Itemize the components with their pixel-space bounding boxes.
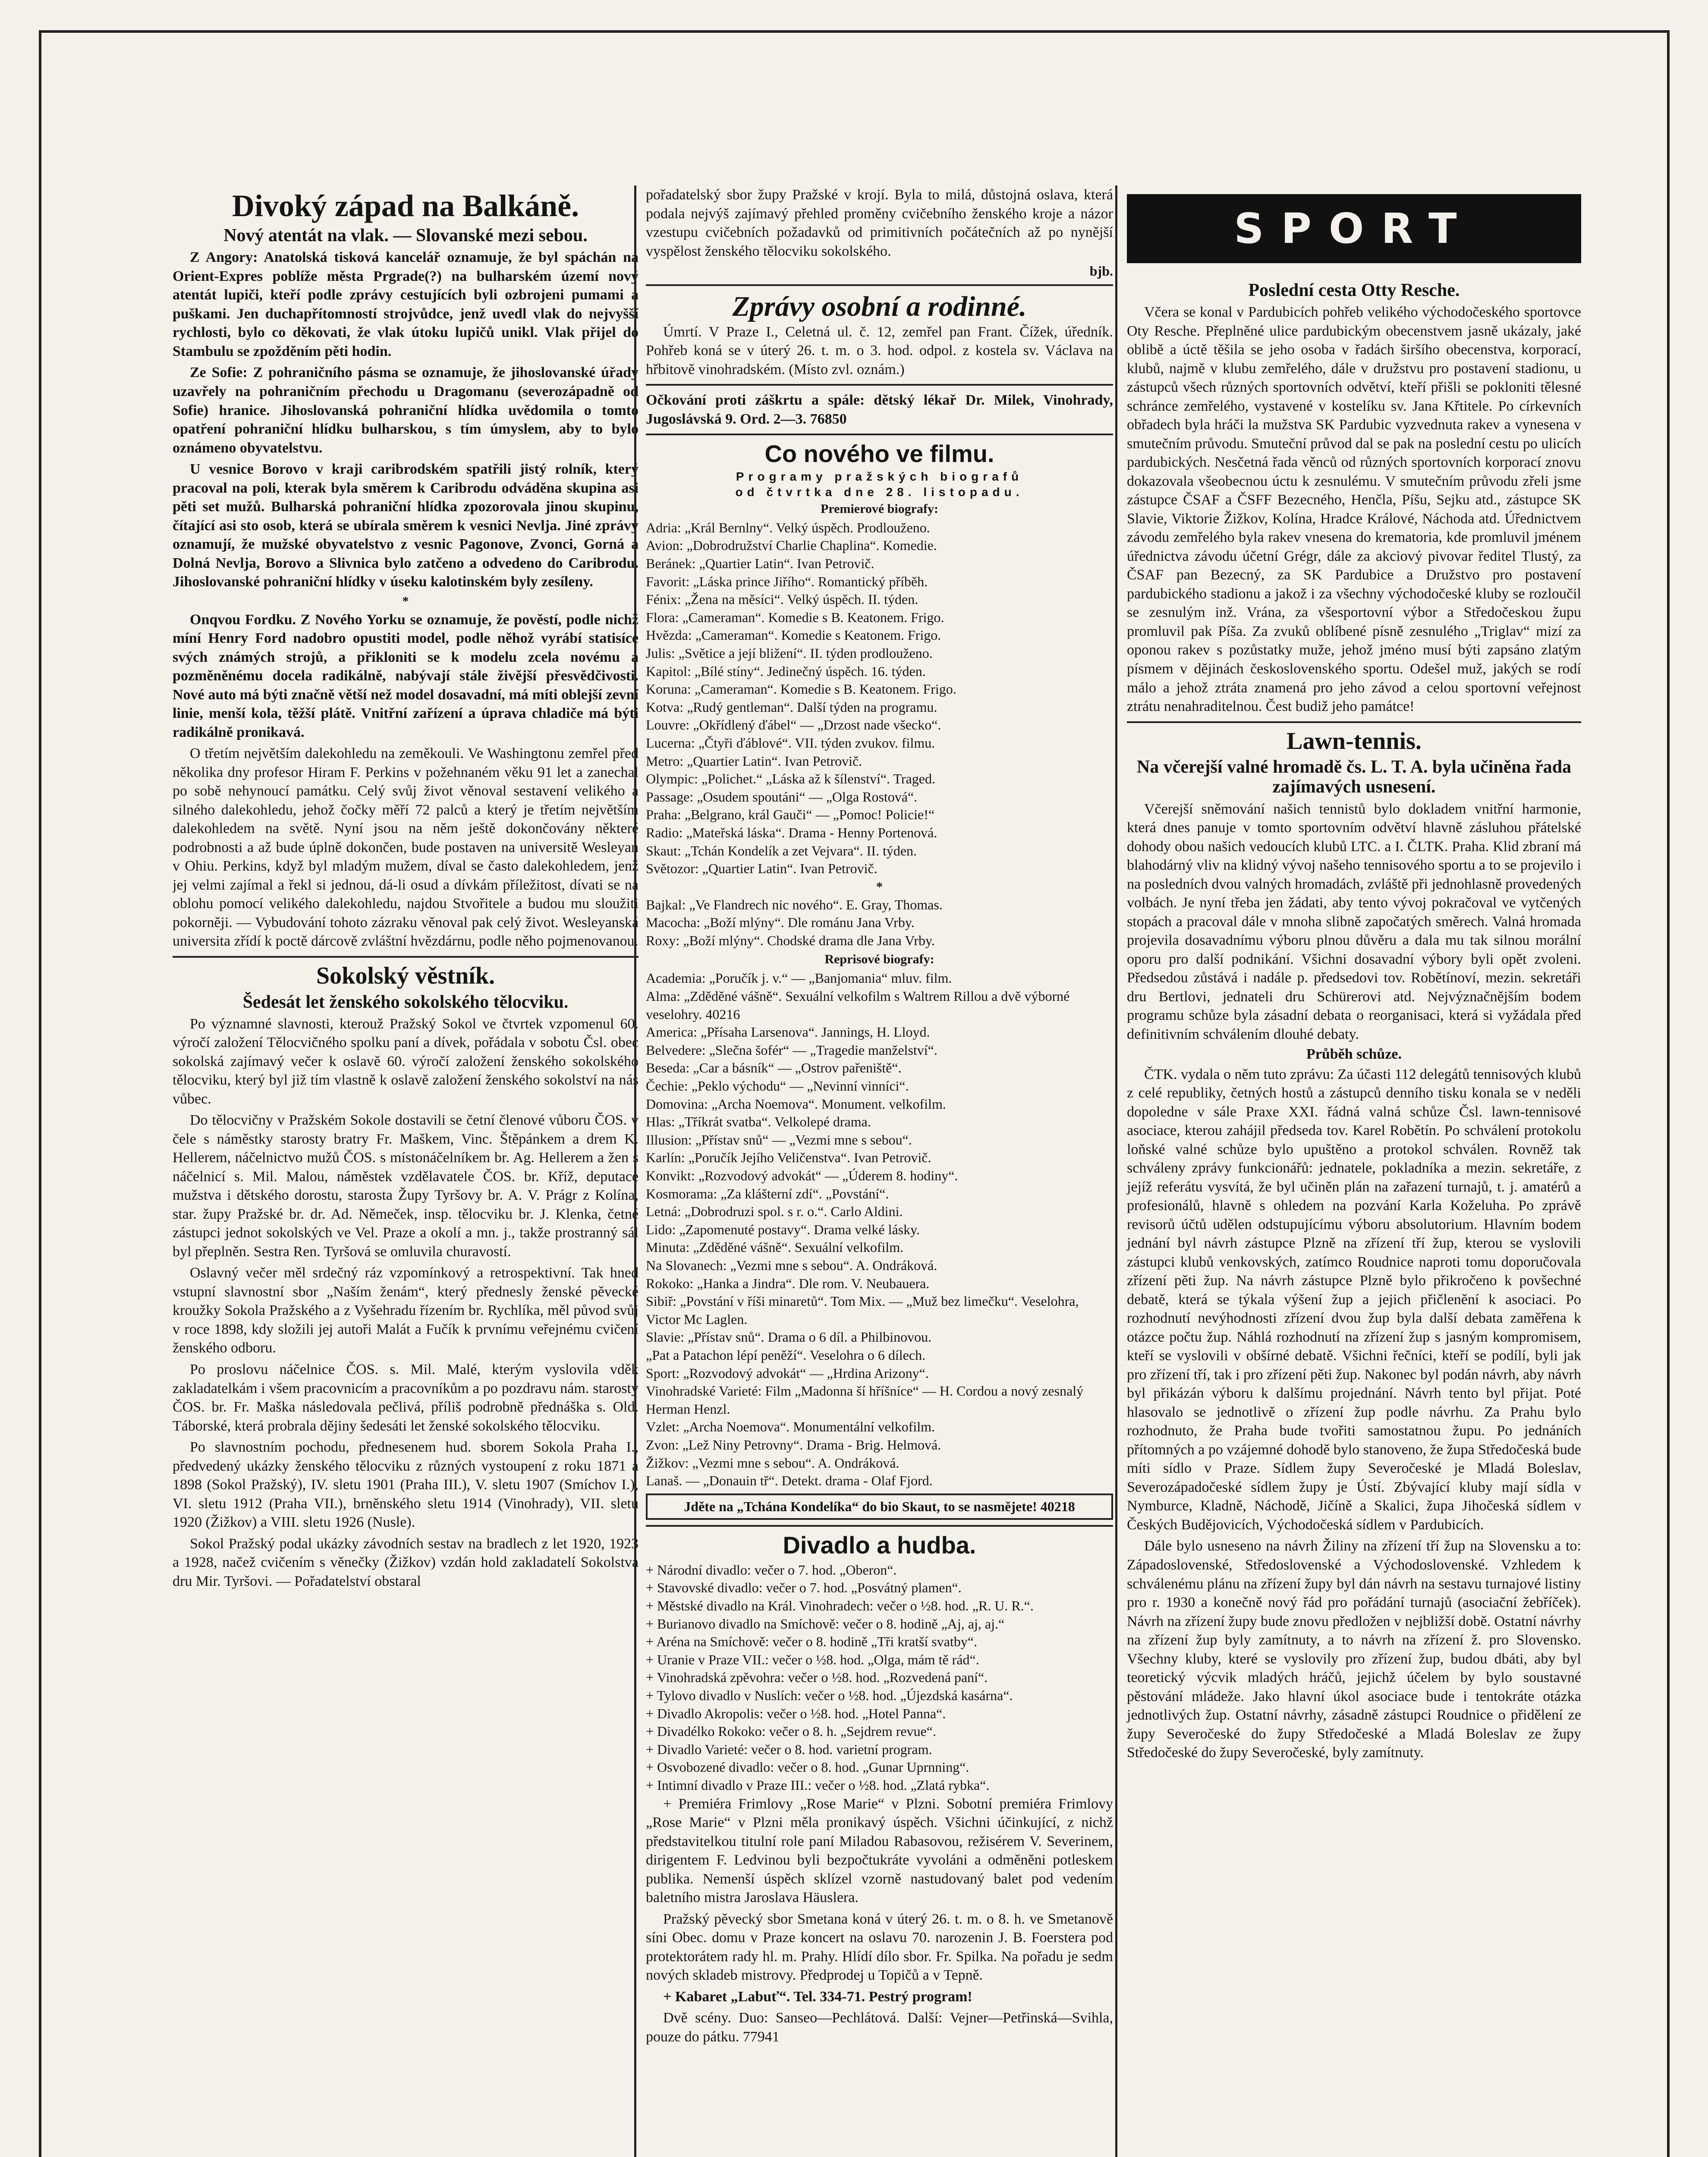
- subheadline-balkan: Nový atentát na vlak. — Slovanské mezi sebou.: [223, 226, 588, 246]
- list-item: Slavie: „Přístav snů“. Drama o 6 díl. a Philbinovou.: [646, 1329, 932, 1345]
- section-divider-star: *: [876, 879, 883, 894]
- divider: [646, 434, 1113, 435]
- column-right: [1115, 186, 1581, 2157]
- headline-resch: Poslední cesta Otty Resche.: [1248, 280, 1460, 300]
- list-item: Žižkov: „Vezmi mne s sebou“. A. Ondráková.: [646, 1455, 900, 1471]
- list-item: + Aréna na Smíchově: večer o 8. hodině „Tři kratší svatby“.: [646, 1634, 978, 1650]
- article-ford: Onqvou Fordku. Z Nového Yorku se oznamuje, že pověstí, podle nichž míní Henry Ford nadobro opustiti model, podle něhož vyrábí statisíce svých známých strojů, a přikloniti se k modelu zcela novému a pozměněnému docela radikálně, nabývají stále živější přesvědčivosti. Nové auto má býti značně větší než model dosavadní, má míti oblejší zevní linie, menší kola, těžší plátě. Vnitřní zařízení a úprava chladiče má býti radikálně pronikavá.: [173, 611, 639, 740]
- article-paragraph: Dále bylo usneseno na návrh Žiliny na zřízení tří žup na Slovensku a to: Západoslovenské, Středoslovenské a Východoslovenské. Vzhledem k schválenému plánu na zřízení župy byl dán návrh na sestavu turnajové listiny pro r. 1930 a konečně nový řád pro pořádání turnajů (asociační žebříček). Návrh na zřízení župy bude znovu předložen v nejbližší době. Ostatní návrhy na zřízení žup byly zamítnuty, a to návrh na zřízení ž. pro Slovensko. Všechny kluby, které se vyslovily pro zřízení žup, budou dbáti, aby byl teoretický výcvik mladých hráčů, jejichž účelem by bylo soustavné pěstování mládeže. Jako hlavní úkol asociace bude i tentokráte otázka jednotlivých žup. Ostatní návrhy, zásadně zástupci Roudnice o přidělení ze župy Severočeské do župy Středočeské a Mladá Boleslav ze župy Středočeské do župy Severočeské, byly zamítnuty.: [1127, 1538, 1581, 1761]
- list-item: Světozor: „Quartier Latin“. Ivan Petrovič.: [646, 861, 878, 877]
- list-item: Karlín: „Poručík Jejího Veličenstva“. Ivan Petrovič.: [646, 1150, 931, 1166]
- article-paragraph: Oslavný večer měl srdečný ráz vzpomínkový a retrospektivní. Tak hned vstupní slavnostní sbor „Naším ženám“, který přednesly ženské pěvecké kroužky Sokola Pražského a z Vyšehradu řízením br. Rychlíka, měl původ svůj v roce 1898, kdy složili jej autoři Malát a Fučík k prvnímu veřejnému cvičení ženského odboru.: [173, 1265, 639, 1356]
- column-middle: [634, 186, 1113, 2157]
- headline-personal-news: Zprávy osobní a rodinné.: [732, 291, 1027, 323]
- article-continuation: pořadatelský sbor župy Pražské v krojí. Byla to milá, důstojná oslava, která podala nejvýš zajímavý přehled proměny cvičebního ženského kroje a názor vzestupu cvičebních požadavků od primitivních počátečních až po nynější vyspělost ženského tělocviku sokolského.: [646, 187, 1113, 259]
- article-paragraph: Po proslovu náčelnice ČOS. s. Mil. Malé, kterým vyslovila vděk zakladatelkám i všem pracovnicím a pracovníkům a po pozdravu nám. starosty ČOS. br. Fr. Maška následovala pečlivá, příliš podrobně přednáška s. Old. Táborské, která probrala dějiny šedesáti let ženské sokolského tělocviku.: [173, 1361, 639, 1434]
- list-item: Domovina: „Archa Noemova“. Monument. velkofilm.: [646, 1096, 946, 1112]
- list-item: Kosmorama: „Za klášterní zdí“. „Povstání“.: [646, 1185, 889, 1201]
- film-subheading: Programy pražských biografů: [736, 469, 1023, 483]
- skaut-advert-text: Jděte na „Tchána Kondelíka“ do bio Skaut, to se nasmějete! 40218: [684, 1498, 1075, 1514]
- reprise-cinema-list: [646, 969, 1113, 1490]
- list-item: Favorit: „Láska prince Jiřího“. Romantický příběh.: [646, 573, 928, 589]
- section-divider-star: *: [402, 594, 409, 608]
- list-item: + Stavovské divadlo: večer o 7. hod. „Posvátný plamen“.: [646, 1580, 962, 1596]
- list-item: Julis: „Světice a její bližení“. II. týden prodlouženo.: [646, 645, 933, 661]
- list-item: Louvre: „Okřídlený ďábel“ — „Drzost nade všecko“.: [646, 717, 941, 733]
- list-item: Kotva: „Rudý gentleman“. Další týden na programu.: [646, 699, 937, 715]
- list-item: Lido: „Zapomenuté postavy“. Drama velké lásky.: [646, 1221, 920, 1237]
- subheading-meeting: Průběh schůze.: [1306, 1046, 1402, 1063]
- article-telescope: O třetím největším dalekohledu na zeměkouli. Ve Washingtonu zemřel před několika dny profesor Hiram F. Perkins v požehnaném věku 91 let a zanechal po sobě nehynoucí památku. Celý svůj život věnoval sestavení velikého a silného dalekohledu, jehož čočky měří 72 palců a který je třetím největším dalekohledem na světě. Nyní jsou na něm ještě dokončovány některé podrobnosti a až bude úplně dokončen, bude postaven na universitě Wesleyan v Ohiu. Perkins, když byl mladým mužem, díval se často dalekohledem, jenž jej velmi zajímal a řekl si jednou, dá-li osud a dívkám příležitost, dívati se na oblohu pomocí velikého dalekohledu, najdou Stvořitele a budou mu sloužiti pokorněji. — Vybudování tohoto zázraku věnoval pak celý život. Wesleyanská universita zřídí k poctě dárcově zvláštní hvězdárnu, podle něho pojmenovanou.: [173, 745, 639, 950]
- list-item: Fénix: „Žena na měsíci“. Velký úspěch. II. týden.: [646, 591, 918, 607]
- list-item: Čechie: „Peklo východu“ — „Nevinní vinníci“.: [646, 1078, 909, 1094]
- headline-film: Co nového ve filmu.: [764, 440, 994, 468]
- cinema-list-extra: [646, 896, 1113, 950]
- list-item: Kapitol: „Bílé stíny“. Jedinečný úspěch. 16. týden.: [646, 663, 926, 679]
- list-item: Konvikt: „Rozvodový advokát“ — „Úderem 8. hodiny“.: [646, 1168, 958, 1184]
- article-paragraph: Ze Sofie: Z pohraničního pásma se oznamuje, že jihoslovanské úřady uzavřely na pohraničním přechodu u Dragomanu (severozápadně od Sofie) hranice. Jihoslovanská pohraniční hlídka uvědomila o tomto opatření pohraniční hlídku bulharskou, s tím úmyslem, aby to bylo oznámeno obyvatelstvu.: [173, 365, 639, 456]
- article-paragraph: ČTK. vydala o něm tuto zprávu: Za účasti 112 delegátů tennisových klubů z celé republiky, četných hostů a zástupců denního tisku konala se v neděli dopoledne v sále Praxe XXI. řádná valná schůze Čsl. lawn-tennisové asociace, kterou zahájil předseda tov. Karel Robětín. Po schválení protokolu loňské valné schůze bylo upuštěno a protokol schválen. Rovněž tak schváleny zprávy funkcionářů: jednatele, pokladníka a mezin. sekretáře, z jejíž referátu vysvítá, že byl učiněn plán na zařazení turnajů, t. j. amatérů a profesionálů, hlavně s ohledem na pozvání Karla Koželuha. Po zprávě revisorů účtů udělen odstupujícímu výboru absolutorium. Hlavním bodem jednání byl návrh zástupce Plzně na zřízení tří žup, kterou se vyslovili zástupci klubů venkovských, zatímco Roudnice naproti tomu doporučovala zřízení pěti žup. Na návrh zástupce Plzně bylo přikročeno k povšechné debatě, která se týkala výšení žup a jejich přičlenění k asociaci. Po rozhodnutí nevýhodnosti zřízení dvou žup byla další debata zaměřena k otázce počtu žup. Náhlá rozhodnutí na zřízení žup s jasným kompromisem, kteří se vyslovili v obšírné debatě. Všichni řečníci, kteří se podílí, byli jak pro zřízení tří, tak i pro zřízení pěti žup. Nakonec byl podán návrh, aby návrh byl přikázán výboru k dalšímu projednání. Návrh tento byl přijat. Poté hlasovalo se jednotlivě o zřízení žup podle návrhu. Za Prahu bylo rozhodnuto, že Praha bude tvořiti samostatnou župu. Po jednáních přítomných a po vzájemné dohodě bylo stanoveno, že župa Středočeská bude míti sídlo v Praze. Sídlem župy Severočeské je Mladá Boleslav, Severozápadočeské sídlem župy je Ústí. Zbývající kluby mají sídla v Nymburce, Kladně, Náchodě, Jičíně a Skalici, župa Jihočeská sídlem v Českých Budějovicích, Východočeská sídlem v Pardubicích.: [1127, 1066, 1581, 1533]
- article-paragraph: Včerejší sněmování našich tennistů bylo dokladem vnitřní harmonie, která dnes panuje v tomto sportovním odvětví hlavně zásluhou přátelské dohody obou našich vedoucích klubů LTC. a I. ČLTK. Praha. Klid zbraní má blahodárný vliv na klidný vývoj našeho tennisového sportu a to se projevilo i na posledních dvou valných hromadách, zvláště při jednohlasně provedených volbách. Je nyní třeba jen žádati, aby tento vývoj pokračoval ve vytčených stopách a pracoval dále v mnoha slibně započatých směrech. Valná hromada projevila dosavadnímu výboru plnou důvěru a dala mu tak silnou morální oporu pro další podnikání. Všichni dosavadní výbory byli opět zvoleni. Předsedou zůstává i nadále p. předsedovi tov. Robětínoví, mezin. sekretáři dru Bertlovi, jednateli dru Schürerovi atd. Nejvýznačnějším bodem programu schůze byla zásadní debata o reorganisaci, která si vyžádala před definitivním schválením dlouhé debaty.: [1127, 801, 1581, 1042]
- list-item: + Divadélko Rokoko: večer o 8. h. „Sejdrem revue“.: [646, 1723, 936, 1739]
- film-subheading-date: od čtvrtka dne 28. listopadu.: [735, 485, 1024, 499]
- article-concert: Pražský pěvecký sbor Smetana koná v úterý 26. t. m. o 8. h. ve Smetanově síni Obec. domu v Praze koncert na oslavu 70. narozenin J. B. Foerstera pod protektorátem rady hl. m. Prahy. Hlídí dílo sbor. Fr. Spilka. Na pořadu je sedm nových skladeb mistrovy. Předprodej u Topičů a v Tepně.: [646, 1911, 1113, 1984]
- divider: [646, 1525, 1113, 1527]
- headline-balkan: Divoký západ na Balkáně.: [232, 189, 579, 223]
- list-item: Academia: „Poručík j. v.“ — „Banjomania“ mluv. film.: [646, 970, 952, 986]
- divider: [1127, 721, 1581, 723]
- list-item: America: „Přísaha Larsenova“. Jannings, H. Lloyd.: [646, 1024, 930, 1040]
- obituary-notice: Úmrtí. V Praze I., Celetná ul. č. 12, zemřel pan Frant. Čížek, úředník. Pohřeb koná se v úterý 26. t. m. o 3. hod. odpol. z kostela sv. Václava na hřbitově vinohradském. (Místo zvl. oznám.): [646, 324, 1113, 377]
- list-item: + Vinohradská zpěvohra: večer o ½8. hod. „Rozvedená paní“.: [646, 1670, 988, 1685]
- list-item: Roxy: „Boží mlýny“. Chodské drama dle Jana Vrby.: [646, 932, 935, 948]
- subheadline-sokol: Šedesát let ženského sokolského tělocviku.: [242, 992, 569, 1012]
- list-item: + Intimní divadlo v Praze III.: večer o ½8. hod. „Zlatá rybka“.: [646, 1777, 990, 1793]
- list-item: Adria: „Král Bernlny“. Velký úspěch. Prodlouženo.: [646, 519, 930, 535]
- headline-theatre: Divadlo a hudba.: [783, 1531, 976, 1559]
- divider: [646, 284, 1113, 286]
- headline-lawn-tennis: Lawn-tennis.: [1287, 727, 1422, 755]
- column-left: [173, 186, 639, 2157]
- list-item: Metro: „Quartier Latin“. Ivan Petrovič.: [646, 753, 862, 769]
- divider: [646, 384, 1113, 386]
- list-item: Sport: „Rozvodový advokát“ — „Hrdina Arizony“.: [646, 1365, 929, 1381]
- list-item: + Osvobozené divadlo: večer o 8. hod. „Gunar Uprnning“.: [646, 1759, 969, 1775]
- headline-sokol: Sokolský věstník.: [316, 962, 495, 989]
- list-item: Beseda: „Car a básník“ — „Ostrov pařeniště“.: [646, 1060, 902, 1076]
- list-item: Praha: „Belgrano, král Gauči“ — „Pomoc! Policie!“: [646, 807, 935, 823]
- list-item: + Městské divadlo na Král. Vinohradech: večer o ½8. hod. „R. U. R.“.: [646, 1598, 1034, 1614]
- list-item: + Divadlo Varieté: večer o 8. hod. varietní program.: [646, 1741, 932, 1757]
- list-item: + Tylovo divadlo v Nuslích: večer o ½8. hod. „Újezdská kasárna“.: [646, 1688, 1013, 1704]
- list-item: „Pat a Patachon lépí peněží“. Veselohra o 6 dílech.: [646, 1347, 926, 1363]
- list-item: Lucerna: „Čtyři ďáblové“. VII. týden zvukov. filmu.: [646, 735, 935, 751]
- list-item: + Divadlo Akropolis: večer o ½8. hod. „Hotel Panna“.: [646, 1705, 946, 1721]
- list-item: + Burianovo divadlo na Smíchově: večer o 8. hodině „Aj, aj, aj.“: [646, 1616, 1005, 1632]
- scene-advert: Dvě scény. Duo: Sanseo—Pechlátová. Další: Vejner—Petřinská—Svihla, pouze do pátku. 77941: [646, 2010, 1113, 2045]
- subheadline-tennis: Na včerejší valné hromadě čs. L. T. A. byla učiněna řada zajímavých usnesení.: [1136, 757, 1572, 797]
- list-item: Koruna: „Cameraman“. Komedie s B. Keatonem. Frigo.: [646, 681, 956, 697]
- list-item: Rokoko: „Hanka a Jindra“. Dle rom. V. Neubauera.: [646, 1275, 930, 1291]
- list-item: Radio: „Mateřská láska“. Drama - Henny Portenová.: [646, 824, 937, 840]
- article-paragraph: Sokol Pražský podal ukázky závodních sestav na bradlech z let 1920, 1923 a 1928, načež cvičením s věnečky (Žižkov) vzdán hold zakladatelí Sokolstva dru Mir. Tyršovi. — Pořadatelství obstaral: [173, 1535, 639, 1589]
- article-paragraph: Po významné slavnosti, kterouž Pražský Sokol ve čtvrtek vzpomenul 60. výročí založení Tělocvičného spolku paní a dívek, pořádala v sobotu Čsl. obec sokolská zajímavý večer k oslavě 60. výročí založení ženského sokolského tělocviku, který byl již tím vlastně k oslavě založení ženského sokolství na nás vůbec.: [173, 1016, 639, 1107]
- list-item: Letná: „Dobrodruzi spol. s r. o.“. Carlo Aldini.: [646, 1204, 903, 1220]
- list-item: Olympic: „Polichet.“ „Láska až k šílenství“. Traged.: [646, 771, 935, 787]
- list-item: Skaut: „Tchán Kondelík a zet Vejvara“. II. týden.: [646, 843, 917, 858]
- list-item: + Národní divadlo: večer o 7. hod. „Oberon“.: [646, 1562, 897, 1578]
- premier-heading: Premierové biografy:: [821, 501, 938, 516]
- list-item: Hlas: „Tříkrát svatba“. Velkolepé drama.: [646, 1114, 871, 1130]
- list-item: Na Slovanech: „Vezmi mne s sebou“. A. Ondráková.: [646, 1257, 937, 1273]
- premier-cinema-list: [646, 519, 1113, 878]
- list-item: Belvedere: „Slečna šofér“ — „Tragedie manželství“.: [646, 1042, 937, 1058]
- doctor-advert: Očkování proti záškrtu a spále: dětský lékař Dr. Milek, Vinohrady, Jugoslávská 9. Ord. 2—3. 76850: [646, 392, 1113, 427]
- list-item: Passage: „Osudem spoutáni“ — „Olga Rostová“.: [646, 789, 918, 805]
- list-item: Vinohradské Varieté: Film „Madonna ší hříšníce“ — H. Cordou a nový zesnalý Herman Henzl.: [646, 1383, 1084, 1417]
- article-signature: bjb.: [1089, 263, 1113, 279]
- list-item: Bajkal: „Ve Flandrech nic nového“. E. Gray, Thomas.: [646, 896, 943, 912]
- article-rose-marie: + Premiéra Frimlovy „Rose Marie“ v Plzni. Sobotní premiéra Frimlovy „Rose Marie“ v Plzni měla pronikavý úspěch. Všichni účinkující, z nichž představitelkou titulní role paní Miladou Rabasovou, režisérem V. Severinem, dirigentem F. Ledvinou byli bezpočtukráte vyvoláni a odměněni potleskem publika. Nemenší úspěch sklízel vzorně nastudovaný balet pod vedením baletního mistra Jaroslava Häuslera.: [646, 1795, 1113, 1906]
- list-item: Flora: „Cameraman“. Komedie s B. Keatonem. Frigo.: [646, 609, 944, 625]
- list-item: Minuta: „Zděděné vášně“. Sexuální velkofilm.: [646, 1239, 904, 1255]
- skaut-advert: [646, 1494, 1113, 1520]
- list-item: Zvon: „Lež Niny Petrovny“. Drama - Brig. Helmová.: [646, 1437, 941, 1453]
- list-item: Hvězda: „Cameraman“. Komedie s Keatonem. Frigo.: [646, 627, 941, 643]
- list-item: Sibiř: „Povstání v říši minaretů“. Tom Mix. — „Muž bez limečku“. Veselohra, Victor Mc Laglen.: [646, 1293, 1079, 1327]
- theatre-list: [646, 1561, 1113, 1795]
- article-paragraph: Po slavnostním pochodu, přednesenem hud. sborem Sokola Praha I., předvedený ukázky ženského tělocviku z různých vystoupení z roku 1871 a 1898 (Sokol Pražský), IV. sletu 1901 (Praha III.), V. sletu 1907 (Smíchov I.), VI. sletu 1912 (Praha VII.), brněnského sletu 1914 (Vinohrady), VII. sletu 1920 (Žižkov) a VIII. sletu 1926 (Nusle).: [173, 1439, 639, 1531]
- list-item: Macocha: „Boží mlýny“. Dle románu Jana Vrby.: [646, 915, 915, 931]
- article-paragraph: Do tělocvičny v Pražském Sokole dostavili se četní členové vůboru ČOS. v čele s náměstky starosty bratry Fr. Maškem, Vinc. Štěpánkem a drem K. Hellerem, náčelnictvo mužů ČOS. s místonáčelníkem br. Ag. Hellerem a žen s náčelnicí s. Mil. Malou, náměstek vzdělavatele ČOS. br. Kříž, deputace mužstva i dětského dorostu, starosta Župy Tyršovy br. A. V. Prágr z Kolína, star. župy Pražské br. dr. Ad. Němeček, insp. tělocviku br. J. Klenka, četné zástupci jednot sokolských ve Vel. Praze a okolí a mn. j., takže prostranný sál byl přeplněn. Sestra Ren. Tyršová se omluvila churavostí.: [173, 1112, 639, 1260]
- list-item: Lanaš. — „Donauin tř“. Detekt. drama - Olaf Fjord.: [646, 1473, 933, 1489]
- article-paragraph: U vesnice Borovo v kraji caribrodském spatřili jistý rolník, který pracoval na poli, kterak byla směrem k Caribrodu odváděna skupina asi pěti set mužů. Bulharská pohraniční hlídka zpozorovala jinou skupinu, čítající asi sto osob, která se ubírala směrem k vesnici Nevlja. Jiné zprávy oznamují, že mužské obyvatelstvo z vesnic Pagonove, Zvonci, Gorná a Dolná Nevlja, Borovo a Slivnica bylo zatčeno a odvedeno do Caribrodu. Jihoslovanské pohraniční hlídky v úseku kalotinském byly zesíleny.: [173, 461, 639, 590]
- list-item: + Uranie v Praze VII.: večer o ½8. hod. „Olga, mám tě rád“.: [646, 1651, 979, 1667]
- reprise-heading: Reprisové biografy:: [824, 952, 934, 967]
- list-item: Vzlet: „Archa Noemova“. Monumentální velkofilm.: [646, 1419, 935, 1435]
- list-item: Avion: „Dobrodružství Charlie Chaplina“. Komedie.: [646, 538, 937, 553]
- list-item: Illusion: „Přístav snů“ — „Vezmi mne s sebou“.: [646, 1132, 912, 1148]
- sport-banner: SPORT: [1127, 194, 1581, 263]
- article-paragraph: Z Angory: Anatolská tisková kancelář oznamuje, že byl spáchán na Orient-Expres poblíže města Prgrade(?) na bulharském území nový atentát lupiči, kteří podle zprávy cestujících byli ozbrojeni pumami a puškami. Jen duchapřítomností strojvůdce, jenž uvedl vlak do nejvyšší rychlosti, bylo co děkovati, že vlak útoku lupičů unikl. Vlak přijel do Stambulu se zpožděním pěti hodin.: [173, 249, 639, 359]
- article-paragraph: Včera se konal v Pardubicích pohřeb velikého východočeského sportovce Oty Resche. Přeplněné ulice pardubickým obecenstvem jasně ukázaly, jaké oblibě a úctě těšila se jeho osoba v řadách širšího obecenstva, korporací, klubů, najmě v klubu zemřelého, dále v družstvu pro postavení stadionu, u zástupců všech různých sportovních odvětví, kteří přišli se pokloniti tělesné schránce zemřelého, vystavené v kostelíku sv. Jana Křtitele. Po církevních obřadech byla hráči la mužstva SK Pardubic vyzvednuta rakev a vynesena v smutečním průvodu. Smuteční průvod dal se pak na poslední cestu po ulicích pardubických. Nesčetná řada věnců od různých sportovních korporací znovu dokazovala všeobecnou úctu k zesnulému. V smutečním průvodu zřeli jsme zástupce ČSAF a ČSFF Bezecného, Henčla, Píšu, Sejku atd., zástupce SK Slavie, Viktorie Žižkov, Kolína, Hradce Králové, Náchoda atd. Úřednictvem závodu zemřelého byla rakev vnesena do krematoria, kde promluvil jménem úřednictva závodu účetní Grégr, dále za akciový pivovar ředitel Tlustý, za ČSAF pan Bezecný, za SK Pardubice a Družstvo pro postavení pardubického stadionu a jakož i za všechny východočeské kluby se rozloučil se zesnulým inž. Vrána, za všesportovní výbor a Středočeskou župu promluvil pak Píša. Za zvuků oblíbené písně zesnulého „Triglav“ mizí za oponou rakev s pozůstatky muže, jehož jméno musí býti zapsáno zlatým písmem v dějinách československého sportu. Odešel muž, jakých se rodí málo a jehož ztráta znamená pro jeho závod a celou sportovní veřejnost ztrátu nenahraditelnou. Čest budiž jeho památce!: [1127, 304, 1581, 715]
- divider: [173, 956, 639, 958]
- list-item: Beránek: „Quartier Latin“. Ivan Petrovič.: [646, 556, 874, 572]
- list-item: Alma: „Zděděné vášně“. Sexuální velkofilm s Waltrem Rillou a dvě výborné veselohry. 40216: [646, 988, 1070, 1022]
- cabaret-advert: + Kabaret „Labuť“. Tel. 334-71. Pestrý program!: [663, 1988, 972, 2005]
